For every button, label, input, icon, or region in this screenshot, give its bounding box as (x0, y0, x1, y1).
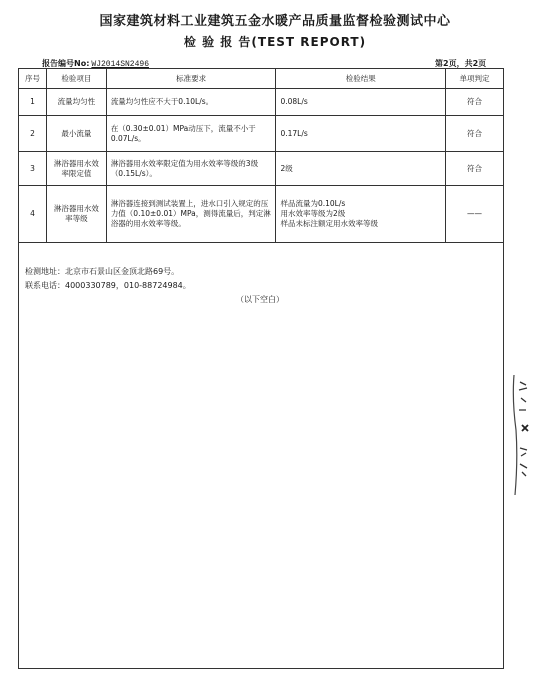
cell-result: 样品流量为0.10L/s 用水效率等级为2级 样品未标注额定用水效率等级 (276, 186, 446, 243)
cell-no: 2 (19, 116, 47, 152)
cell-result: 2级 (276, 152, 446, 186)
table-row (19, 89, 504, 116)
col-header-no: 序号 (19, 69, 47, 89)
col-header-item: 检验项目 (46, 69, 106, 89)
cell-judgment: 符合 (446, 116, 504, 152)
cell-item: 流量均匀性 (46, 89, 106, 116)
table-row (19, 152, 504, 186)
table-row (19, 116, 504, 152)
contact-phone: 联系电话：4000330789，010-88724984。 (25, 281, 191, 290)
cell-result: 0.08L/s (276, 89, 446, 116)
col-header-requirement: 标准要求 (106, 69, 276, 89)
table-header-row (19, 69, 504, 89)
cell-requirement: 在（0.30±0.01）MPa动压下，流量不小于0.07L/s。 (106, 116, 276, 152)
col-header-result: 检验结果 (276, 69, 446, 89)
report-title: 检 验 报 告(TEST REPORT) (183, 35, 367, 49)
cell-judgment: 符合 (446, 89, 504, 116)
col-header-judgment: 单项判定 (446, 69, 504, 89)
cell-no: 1 (19, 89, 47, 116)
blank-below-note: （以下空白） (236, 295, 284, 304)
cell-item: 淋浴器用水效率限定值 (46, 152, 106, 186)
cell-no: 3 (19, 152, 47, 186)
cell-judgment: —— (446, 186, 504, 243)
report-number-label: 报告编号No: (42, 59, 90, 68)
cell-no: 4 (19, 186, 47, 243)
cell-item: 最小流量 (46, 116, 106, 152)
test-address: 检测地址：北京市石景山区金顶北路69号。 (25, 267, 180, 276)
page-indicator: 第2页，共2页 (435, 59, 487, 68)
table-row (19, 186, 504, 243)
report-number-value: WJ2014SN2496 (91, 60, 149, 69)
results-table (18, 68, 504, 243)
cell-judgment: 符合 (446, 152, 504, 186)
cell-item: 淋浴器用水效率等级 (46, 186, 106, 243)
seal-stamp-fragment (510, 370, 540, 500)
cell-requirement: 流量均匀性应不大于0.10L/s。 (106, 89, 276, 116)
cell-requirement: 淋浴器用水效率限定值为用水效率等级的3级（0.15L/s）。 (106, 152, 276, 186)
cell-result: 0.17L/s (276, 116, 446, 152)
org-title: 国家建筑材料工业建筑五金水暖产品质量监督检验测试中心 (99, 14, 451, 29)
cell-requirement: 淋浴器连接到测试装置上，进水口引入规定的压力值（0.10±0.01）MPa，测得流量后，判定淋浴器的用水效率等级。 (106, 186, 276, 243)
